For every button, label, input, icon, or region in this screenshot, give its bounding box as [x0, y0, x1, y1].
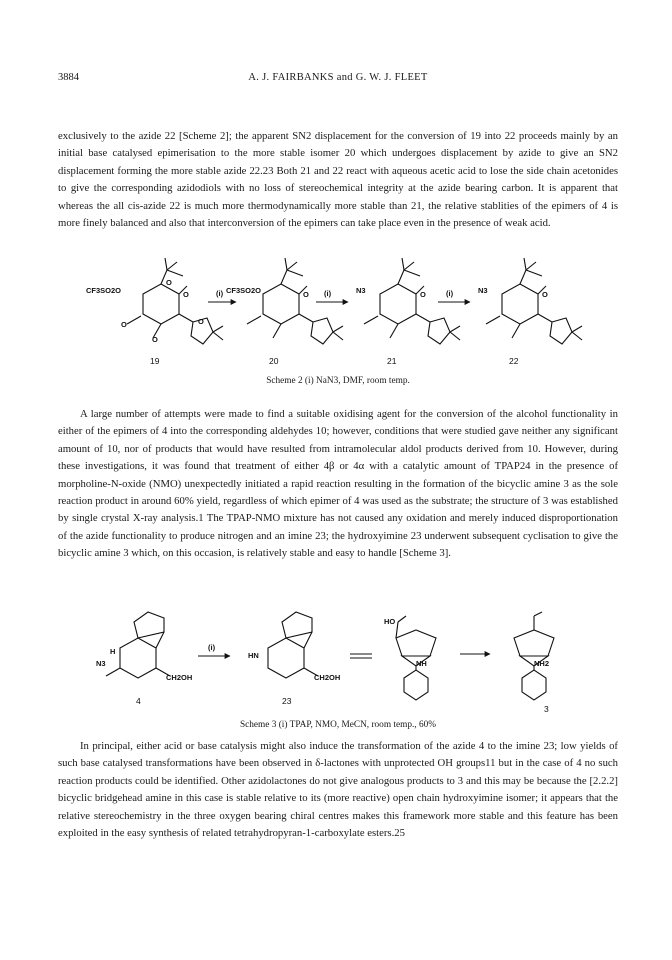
paragraph-3: In principal, either acid or base catalysis might also induce the transformation of the azide 4 to the imine 23; low yields of such base catalysed transformations have been observed in δ-lactones with unprotected OH groups11 but in the case of 4 no such reaction products could be identified. Other azidolactones do not give analogous products to 3 and this may be because the [2.2.2] bicyclic bridgehead amine in this case is stable relative to its (more reactive) open chain hydroxyimine isomer; it appears that the relative stereochemistry in the three oxygen bearing chiral centres makes this framework more stable and this feature has been exploited in the easy synthesis of related tetrahydropyran-1-carboxylate esters.25 — [58, 740, 618, 840]
svg-text:O: O — [152, 335, 158, 344]
hydroxymethyl-label-4: CH2OH — [166, 673, 193, 682]
compound-4: 4 — [136, 696, 141, 706]
compound-3: 3 — [544, 704, 549, 714]
compound-20: 20 — [269, 356, 279, 366]
scheme-3 — [58, 608, 618, 740]
structure-22 — [486, 258, 582, 344]
svg-text:O: O — [166, 278, 172, 287]
structure-23-bicyclic — [396, 616, 436, 700]
structure-3 — [514, 612, 554, 700]
structure-23 — [268, 612, 318, 678]
scheme-2 — [58, 256, 618, 392]
scheme-3-structures — [58, 608, 618, 720]
nh2-label: NH2 — [534, 659, 550, 668]
structure-4 — [106, 612, 170, 678]
arrow-label-3: (i) — [446, 289, 454, 298]
svg-text:O: O — [121, 320, 127, 329]
structure-20 — [247, 258, 343, 344]
h-label-4: H — [110, 647, 116, 656]
paragraph-1: exclusively to the azide 22 [Scheme 2]; the apparent SN2 displacement for the conversion of 19 into 22 proceeds mainly by an initial base catalysed epimerisation to the more stable isomer 20 which undergoes displacement by azide to give an SN2 displacement forming the more stable azide 22.23 Both 21 and 22 react with aqueous acetic acid to lose the side chain acetonides to give the corresponding azidodiols with no loss of stereochemical integrity at the azide bearing carbon. It is apparent that whereas the all cis-azide 22 is much more thermodynamically more stable than 21, the relative stablities of the epimers of 4 is more finely balanced and also that interconversion of the epimers can take place even in the presence of weak acid. — [58, 130, 618, 230]
imine-label-23: HN — [248, 651, 259, 660]
azide-label-4: N3 — [96, 659, 106, 668]
scheme-3-caption: Scheme 3 (i) TPAP, NMO, MeCN, room temp., 60% — [239, 720, 436, 730]
compound-22: 22 — [509, 356, 519, 366]
page-header — [58, 72, 618, 88]
compound-21: 21 — [387, 356, 397, 366]
triflate-label-19: CF3SO2O — [86, 286, 122, 295]
structure-19 — [127, 258, 223, 344]
svg-text:O: O — [303, 290, 309, 299]
compound-19: 19 — [150, 356, 160, 366]
arrow-label-2: (i) — [324, 289, 332, 298]
hydroxymethyl-label-23: CH2OH — [314, 673, 341, 682]
paragraph-2: A large number of attempts were made to find a suitable oxidising agent for the conversion of the alcohol functionality in either of the epimers of 4 into the corresponding aldehydes 10; however, conditions that were studied gave neither any significant amount of 10, nor of products that would have resulted from intramolecular aldol products derived from 10. However, during these investigations, it was found that treatment of either 4β or 4α with a catalytic amount of TPAP24 in the presence of morpholine-N-oxide (NMO) unexpectedly initiated a rapid reaction resulting in the formation of the bicyclic amine 3 as the sole reaction product in around 60% yield, regardless of which epimer of 4 was used as the substrate; the structure of 3 was established by single crystal X-ray analysis.1 The TPAP-NMO mixture has not caused any oxidation and merely induced disproportionation of the azide functionality to produce nitrogen and an imine 23; the hydroxyimine 23 underwent subsequent cyclisation to give the bicyclic amine 3 which, on this occasion, is relatively stable and easy to handle [Scheme 3]. — [58, 408, 618, 560]
svg-text:O: O — [542, 290, 548, 299]
hydroxyl-label: HO — [384, 617, 396, 626]
scheme-2-caption: Scheme 2 (i) NaN3, DMF, room temp. — [266, 376, 410, 386]
nh-label: NH — [416, 659, 427, 668]
scheme-2-structures — [58, 256, 618, 374]
arrow-label-s3a: (i) — [208, 643, 216, 652]
svg-text:O: O — [198, 317, 204, 326]
arrow-label-1: (i) — [216, 289, 224, 298]
page-number: 3884 — [58, 72, 79, 83]
azide-label-22: N3 — [478, 286, 488, 295]
azide-label-21: N3 — [356, 286, 366, 295]
structure-21 — [364, 258, 460, 344]
compound-23: 23 — [282, 696, 292, 706]
svg-text:O: O — [183, 290, 189, 299]
svg-text:O: O — [420, 290, 426, 299]
running-title: A. J. FAIRBANKS and G. W. J. FLEET — [248, 72, 428, 83]
triflate-label-20: CF3SO2O — [226, 286, 262, 295]
